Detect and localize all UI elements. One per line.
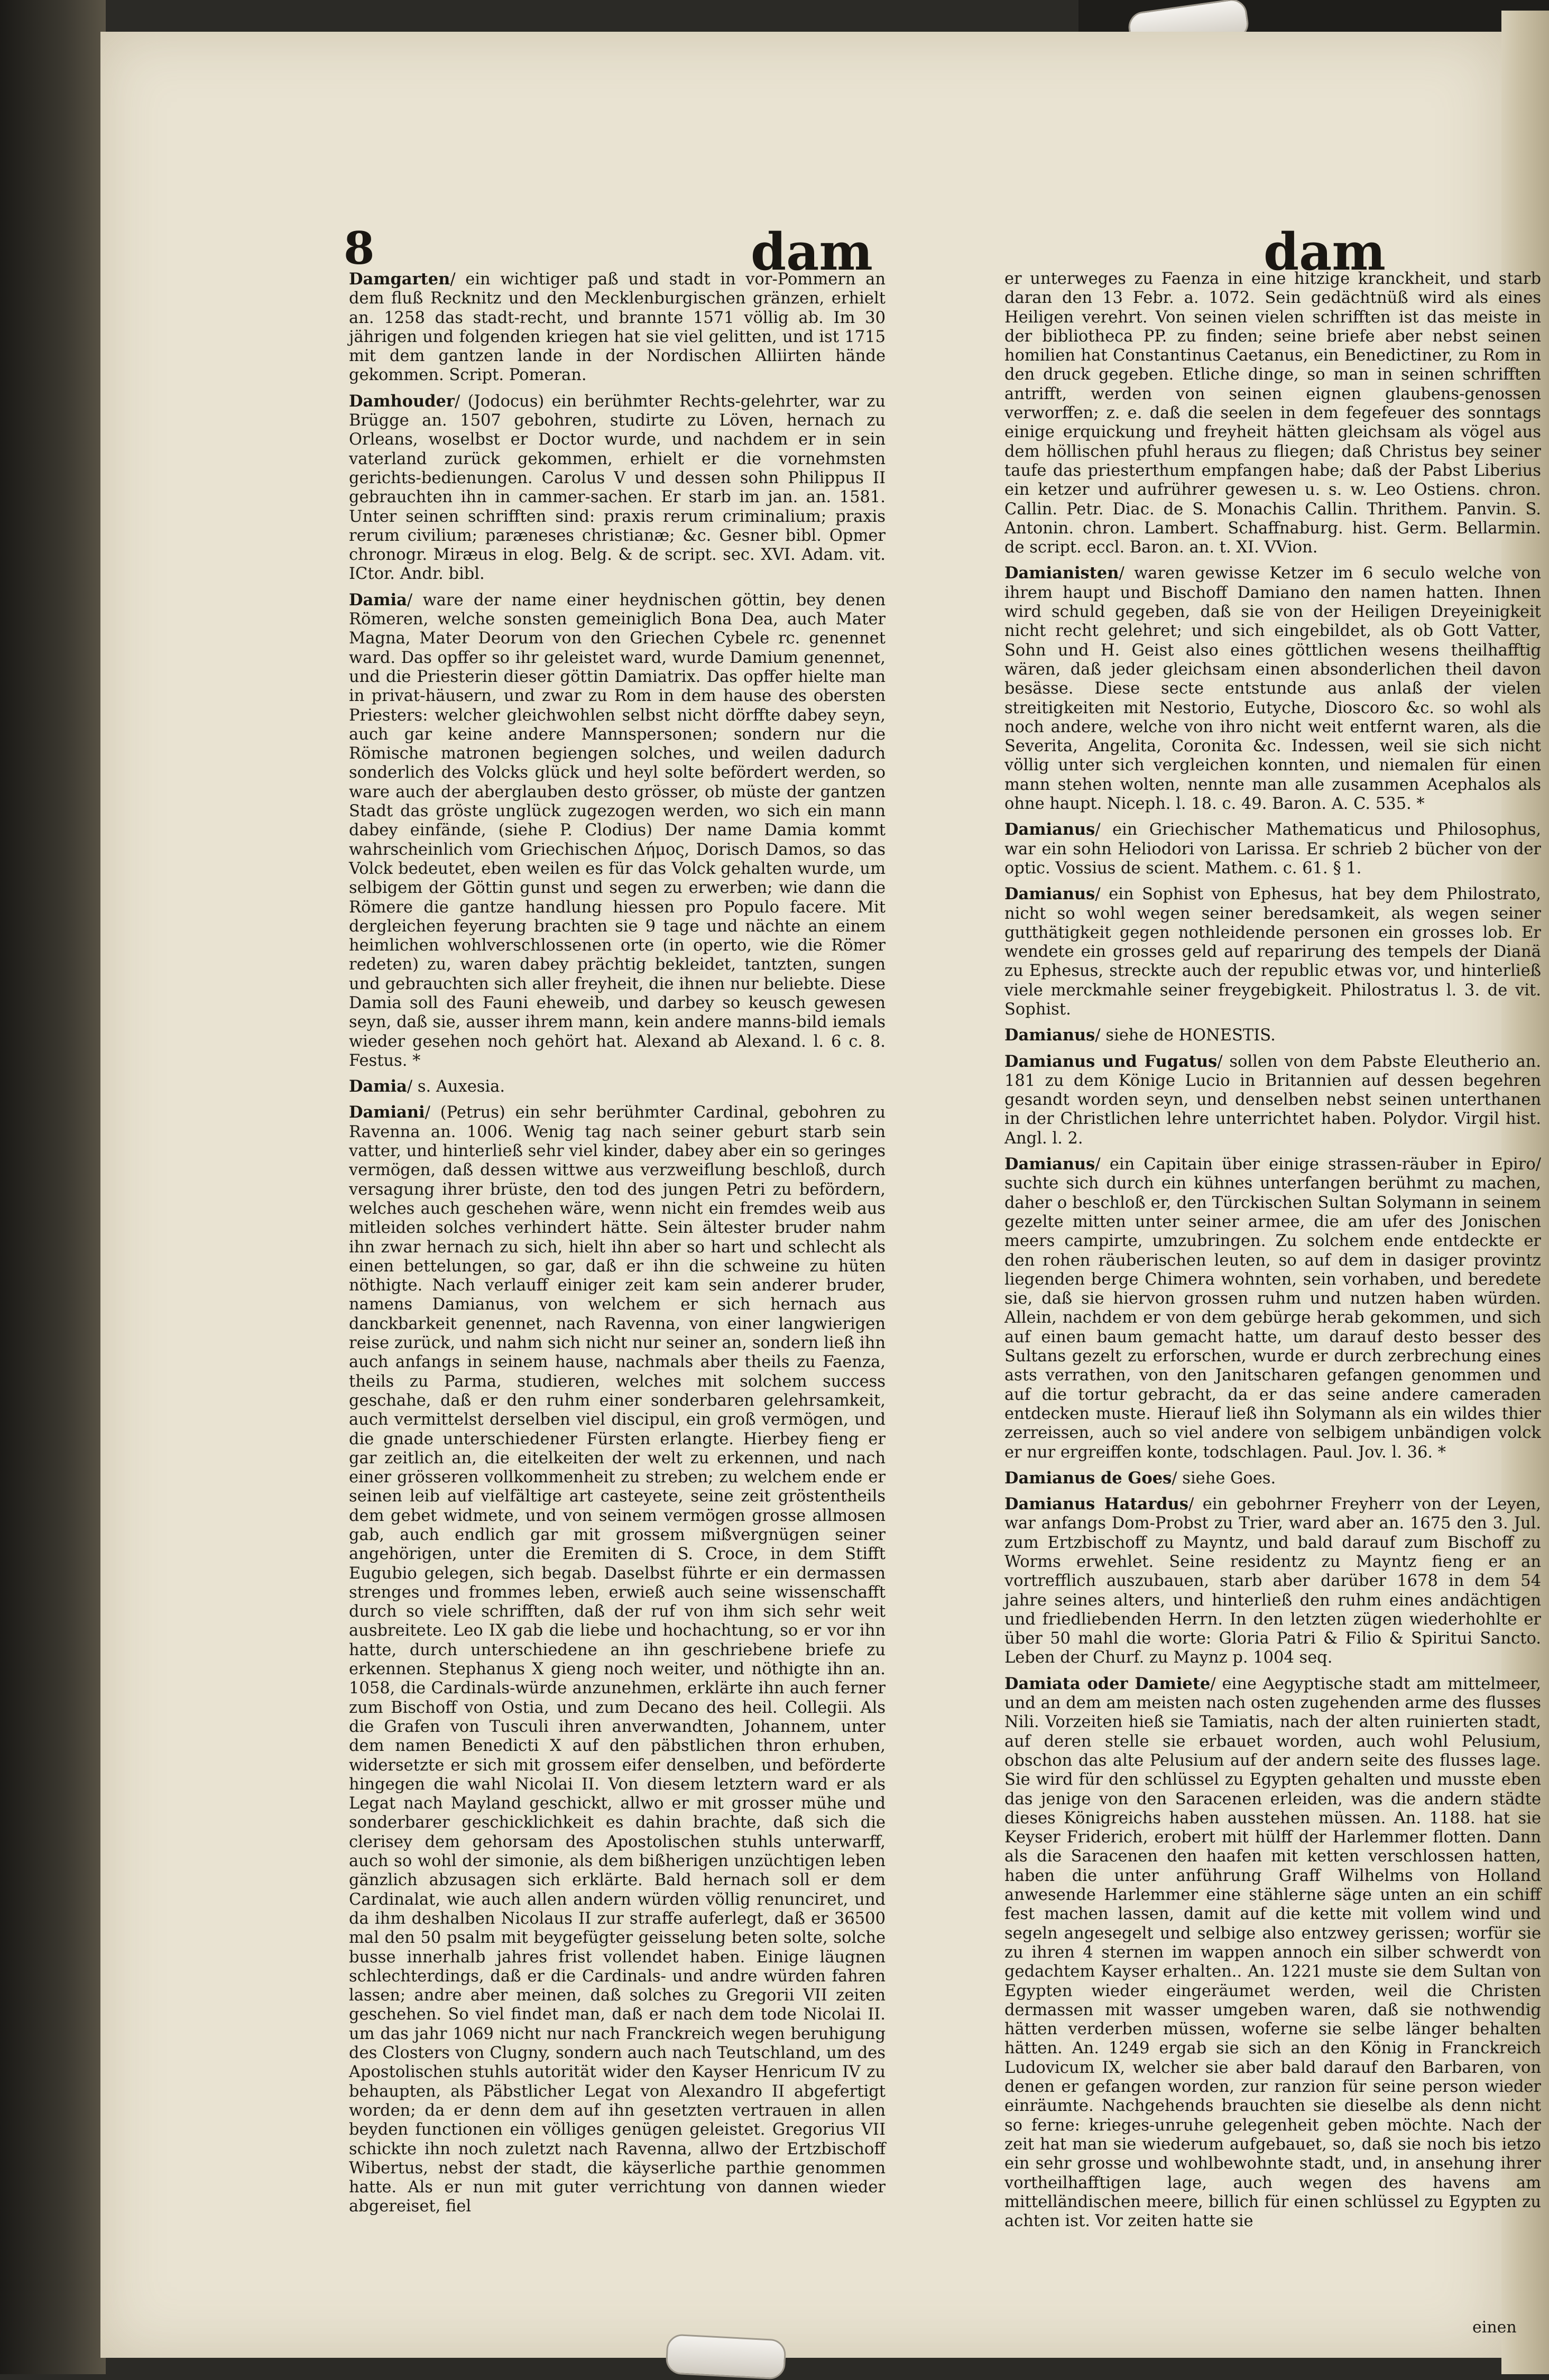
entry-text: / (Petrus) ein sehr berühmter Cardinal, gebohren zu Ravenna an. 1006. Wenig tag nach seiner geburt starb sein vatter, und hinterließ sehr viel kinder, dabey aber ein so geringes vermögen, daß dessen wittwe aus verzweiflung beschloß, durch versagung ihrer brüste, den tod des jungen Petri zu befördern, welches auch geschehen wäre, wenn nicht ein fremdes weib aus mitleiden solches verhindert hätte. Sein ältester bruder nahm ihn zwar hernach zu sich, hielt ihn aber so hart und schlecht als einen bettelungen, so gar, daß er ihn die schweine zu hüten nöthigte. Nach verlauff einiger zeit kam sein anderer bruder, namens Damianus, von welchem er sich hernach aus danckbarkeit genennet, nach Ravenna, von einer langwierigen reise zurück, und nahm sich nicht nur seiner an, sondern ließ ihn auch anfangs in seinem hause, nachmals aber theils zu Faenza, theils zu Parma, studieren, welches mit solchem success geschahe, daß er den ruhm einer sonderbaren gelehrsamkeit, auch vermittelst derselben viel discipul, ein groß vermögen, und die gnade unterschiedener Fürsten erlangte. Hierbey fieng er gar zeitlich an, die eitelkeiten der welt zu erkennen, und nach einer grösseren vollkommenheit zu streben; zu welchem ende er seinen leib auf vielfältige art casteyete, seine zeit gröstentheils dem gebet widmete, und von seinem vermögen grosse allmosen gab, auch endlich gar mit grossem mißvergnügen seiner angehörigen, unter die Eremiten di S. Croce, in dem Stifft Eugubio gelegen, sich begab. Daselbst führte er ein dermassen strenges und frommes leben, erwieß auch seine wissenschafft durch so viele schrifften, daß der ruf von ihm sich sehr weit ausbreitete. Leo IX gab die liebe und hochachtung, so er vor ihn hatte, durch unterschiedene an ihn geschriebene briefe zu erkennen. Stephanus X gieng noch weiter, und nöthigte ihn an. 1058, die Cardinals-würde anzunehmen, erklärte ihn auch ferner zum Bischoff von Ostia, und zum Decano des heil. Collegii. Als die Grafen von Tusculi ihren anverwandten, Johannem, unter dem namen Benedicti X auf den päbstlichen thron erhuben, widersetzte er sich mit grossem eifer denselben, und beförderte hingegen die wahl Nicolai II. Von diesem letztern ward er als Legat nach Mayland geschickt, allwo er mit grosser mühe und sonderbarer geschicklichkeit es dahin brachte, daß sich die clerisey dem gehorsam des Apostolischen stuhls unterwarff, auch so wohl der simonie, als dem bißherigen unzüchtigen leben gänzlich abzusagen sich erklärte. Bald hernach soll er dem Cardinalat, wie auch allen andern würden völlig renunciret, und da ihm deshalben Nicolaus II zur straffe auferlegt, daß er 36500 mal den 50 psalm mit beygefügter geisselung beten solte, solche busse innerhalb jahres frist vollendet haben. Einige läugnen schlechterdings, daß er die Cardinals- und andre würden fahren lassen; andre aber meinen, daß solches zu Gregorii VII zeiten geschehen. So viel findet man, daß er nach dem tode Nicolai II. um das jahr 1069 nicht nur nach Franckreich wegen beruhigung des Closters von Clugny, sondern auch nach Teutschland, um des Apostolischen stuhls autorität wider den Kayser Henricum IV zu behaupten, als Päbstlicher Legat von Alexandro II abgefertigt worden; da er denn dem auf ihn gesetzten vertrauen in allen beyden functionen ein völliges genügen geleistet. Gregorius VII schickte ihn noch zuletzt nach Ravenna, allwo der Ertzbischoff Wibertus, nebst der stadt, die käyserliche parthie genommen hatte. Als er nun mit guter verrichtung von dannen wieder abgereiset, fiel [349,1103,886,2216]
dictionary-entry [1004,1155,1541,1462]
dictionary-entry [349,270,886,385]
entry-text: / siehe de HONESTIS. [1095,1026,1276,1045]
entry-headword: Damianus [1004,884,1095,904]
entry-text: / ein Sophist von Ephesus, hat bey dem Philostrato, nicht so wohl wegen seiner beredsamkeit, als wegen seiner gutthätigkeit gegen nothleidende personen ein grosses lob. Er wendete ein grosses geld auf reparirung des tempels der Dianä zu Ephesus, streckte auch der republic etwas vor, und hinterließ viele merckmahle seiner freygebigkeit. Philostratus l. 3. de vit. Sophist. [1004,885,1541,1019]
entry-headword: Damianus [1004,1155,1095,1174]
dictionary-entry [1004,1495,1541,1668]
entry-text: er unterweges zu Faenza in eine hitzige kranckheit, und starb daran den 13 Febr. a. 1072. Sein gedächtnüß wird als eines Heiligen verehrt. Von seinen vielen schrifften ist das meiste in der bibliotheca PP. zu finden; seine briefe aber nebst seinen homilien hat Constantinus Caetanus, ein Benedictiner, zu Rom in den druck gegeben. Etliche dinge, so man in seinen schrifften antrifft, werden von seinen eignen glaubens-genossen verworffen; z. e. daß die seelen in dem fegefeuer des sonntags einige erquickung und freyheit hätten gleichsam als vögel aus dem höllischen pfuhl heraus zu fliegen; daß Christus bey seiner taufe das priesterthum empfangen habe; daß der Pabst Liberius ein ketzer und aufrührer gewesen u. s. w. Leo Ostiens. chron. Callin. Petr. Diac. de S. Monachis Callin. Thrithem. Panvin. S. Antonin. chron. Lambert. Schaffnaburg. hist. Germ. Bellarmin. de script. eccl. Baron. an. t. XI. VVion. [1004,270,1541,557]
entry-headword: Damianus [1004,820,1095,840]
entry-headword: Damhouder [349,391,455,411]
entry-headword: Damiani [349,1103,425,1122]
dictionary-entry [349,392,886,584]
dictionary-entry [1004,1052,1541,1148]
catchword: einen [1472,2318,1517,2337]
scan-background-left [0,0,106,2374]
entry-headword: Damiata oder Damiete [1004,1674,1211,1693]
entry-headword: Damgarten [349,270,450,289]
left-column [349,270,886,2223]
dictionary-entry [1004,1026,1541,1045]
entry-text: / ein gebohrner Freyherr von der Leyen, war anfangs Dom-Probst zu Trier, ward aber an. 1675 den 3. Jul. zum Ertzbischoff zu Mayntz, und bald darauf zum Bischoff zu Worms erwehlet. Seine residentz zu Mayntz fieng er an vortrefflich auszubauen, starb aber darüber 1678 in dem 54 jahre seines alters, und hinterließ den ruhm eines andächtigen und friedliebenden Herrn. In den letzten zügen wiederhohlte er über 50 mahl die worte: Gloria Patri & Filio & Spiritui Sancto. Leben der Churf. zu Maynz p. 1004 seq. [1004,1495,1541,1667]
entry-text: / sollen von dem Pabste Eleutherio an. 181 zu dem Könige Lucio in Britannien auf dessen begehren gesandt worden seyn, und denselben nebst seinen unterthanen in der Christlichen lehre unterrichtet haben. Polydor. Virgil hist. Angl. l. 2. [1004,1052,1541,1148]
paper-clip-bottom [665,2333,787,2380]
page-number: 8 [344,222,375,274]
entry-headword: Damia [349,590,407,610]
dictionary-entry [349,1103,886,2216]
entry-headword: Damianus [1004,1026,1095,1045]
entry-headword: Damia [349,1077,407,1096]
entry-text: / s. Auxesia. [407,1077,505,1096]
running-head-left: dam [751,222,873,282]
right-column [1004,270,1541,2237]
entry-text: / eine Aegyptische stadt am mittelmeer, und an dem am meisten nach osten zugehenden arme des flusses Nili. Vorzeiten hieß sie Tamiatis, nach der alten ruinierten stadt, auf deren stelle sie erbauet worden, auch wohl Pelusium, obschon das alte Pelusium auf der andern seite des flusses lage. Sie wird für den schlüssel zu Egypten gehalten und musste eben das jenige von den Saracenen erleiden, was die andern städte dieses Königreichs haben ausstehen müssen. An. 1188. hat sie Keyser Friderich, erobert mit hülff der Harlemmer flotten. Dann als die Saracenen den haafen mit ketten verschlossen hatten, haben die unter anführung Graff Wilhelms von Holland anwesende Harlemmer eine stählerne säge unten an ein schiff fest machen lassen, damit auf die kette mit vollem wind und segeln angesegelt und selbige also entzwey gerissen; worfür sie zu ihren 4 sternen im wappen annoch ein silber schwerdt von gedachtem Kayser erhalten.. An. 1221 muste sie dem Sultan von Egypten wieder eingeräumet werden, weil die Christen dermassen mit wasser umgeben waren, daß sie nothwendig hätten verderben müssen, woferne sie selbe länger behalten hätten. An. 1249 ergab sie sich an den König in Franckreich Ludovicum IX, welcher sie aber bald darauf den Barbaren, von denen er gefangen worden, zur ranzion für seine person wieder einräumte. Nachgehends brauchten sie dieselbe als denn nicht so ferne: krieges-unruhe gelegenheit geben möchte. Nach der zeit hat man sie wiederum aufgebauet, so, daß sie noch bis ietzo ein sehr grosse und wohlbewohnte stadt, und, in ansehung ihrer vortheilhafftigen lage, auch wegen des havens am mittelländischen meere, billich für einen schlüssel zu Egypten zu achten ist. Vor zeiten hatte sie [1004,1674,1541,2231]
entry-text: / ein Capitain über einige strassen-räuber in Epiro/ suchte sich durch ein kühnes unterfangen berühmt zu machen, daher o beschloß er, den Türckischen Sultan Solymann in seinem gezelte mitten unter seiner armee, die am ufer des Jonischen meers campirte, umzubringen. Zu solchem ende entdeckte er den rohen räuberischen leuten, so auf dem in dasiger provintz liegenden berge Chimera wohnten, sein vorhaben, und beredete sie, daß sie hiervon grossen ruhm und nutzen haben würden. Allein, nachdem er von dem gebürge herab gekommen, und sich auf einen baum gemacht hatte, um darauf desto besser des Sultans gezelt zu erforschen, wurde er durch zerbrechung eines asts verrathen, von den Janitscharen gefangen genommen und auf die tortur gebracht, da er das seine andere cameraden entdecken muste. Hierauf ließ ihn Solymann als ein wildes thier zerreissen, auch so viel andere von selbigem unbändigen volck er nur ergreiffen konte, todschlagen. Paul. Jov. l. 36. * [1004,1155,1541,1462]
dictionary-entry [349,1077,886,1096]
entry-text: / ware der name einer heydnischen göttin, bey denen Römeren, welche sonsten gemeiniglich Bona Dea, auch Mater Magna, Mater Deorum von den Griechen Cybele rc. genennet ward. Das opffer so ihr geleistet ward, wurde Damium genennet, und die Priesterin dieser göttin Damiatrix. Das opffer hielte man in privat-häusern, und zwar zu Rom in dem hause des obersten Priesters: welcher gleichwohlen selbst nicht dörffte dabey seyn, auch gar keine andere Mannspersonen; sondern nur die Römische matronen begiengen solches, und weilen dadurch sonderlich des Volcks glück und heyl solte befördert werden, so ware auch der aberglauben desto grösser, ob müste der gantzen Stadt das gröste unglück zugezogen werden, wo sich ein mann dabey einfände, (siehe P. Clodius) Der name Damia kommt wahrscheinlich vom Griechischen Δήμος, Dorisch Damos, so das Volck bedeutet, eben weilen es für das Volck gehalten wurde, um selbigem der Göttin gunst und segen zu erwerben; wie dann die Römere die gantze handlung hiessen pro Populo facere. Mit dergleichen feyerung brachten sie 9 tage und nächte an einem heimlichen wohlverschlossenen orte (in operto, wie die Römer redeten) zu, waren dabey prächtig bekleidet, tantzten, sungen und gebrauchten sich aller freyheit, die ihnen nur beliebte. Diese Damia soll des Fauni eheweib, und darbey so keusch gewesen seyn, daß sie, ausser ihrem mann, kein andere manns-bild iemals wieder gesehen noch gehört hat. Alexand ab Alexand. l. 6 c. 8. Festus. * [349,591,886,1070]
entry-text: / ein wichtiger paß und stadt in vor-Pommern an dem fluß Recknitz und den Mecklenburgischen gränzen, erhielt an. 1258 das stadt-recht, und brannte 1571 völlig ab. Im 30 jährigen und folgenden kriegen hat sie viel gelitten, und ist 1715 mit dem gantzen lande in der Nordischen Alliirten hände gekommen. Script. Pomeran. [349,270,886,385]
running-head-right: dam [1264,222,1386,282]
entry-text: / (Jodocus) ein berühmter Rechts-gelehrter, war zu Brügge an. 1507 gebohren, studirte zu Löven, hernach zu Orleans, woselbst er Doctor wurde, und nachdem er in sein vaterland zurück gekommen, erhielt er die vornehmsten gerichts-bedienungen. Carolus V und dessen sohn Philippus II gebrauchten ihn in cammer-sachen. Er starb im jan. an. 1581. Unter seinen schrifften sind: praxis rerum criminalium; praxis rerum civilium; paræneses christianæ; &c. Gesner bibl. Opmer chronogr. Miræus in elog. Belg. & de script. sec. XVI. Adam. vit. ICtor. Andr. bibl. [349,392,886,584]
entry-headword: Damianus und Fugatus [1004,1051,1218,1071]
entry-headword: Damianus de Goes [1004,1468,1172,1488]
dictionary-entry [1004,270,1541,557]
book-page [100,32,1541,2358]
dictionary-entry [1004,564,1541,814]
entry-text: / siehe Goes. [1172,1469,1276,1488]
dictionary-entry [1004,820,1541,878]
entry-headword: Damianus Hatardus [1004,1495,1188,1514]
entry-text: / ein Griechischer Mathematicus und Philosophus, war ein sohn Heliodori von Larissa. Er schrieb 2 bücher von der optic. Vossius de scient. Mathem. c. 61. § 1. [1004,820,1541,878]
entry-headword: Damianisten [1004,564,1119,583]
dictionary-entry [1004,884,1541,1019]
dictionary-entry [1004,1469,1541,1488]
dictionary-entry [1004,1674,1541,2231]
dictionary-entry [349,591,886,1071]
entry-text: / waren gewisse Ketzer im 6 seculo welche von ihrem haupt und Bischoff Damiano den namen hatten. Ihnen wird schuld gegeben, daß sie von der Heiligen Dreyeinigkeit nicht recht gelehret; und sich eingebildet, als ob Gott Vatter, Sohn und H. Geist also eines göttlichen wesens theilhafftig wären, daß jeder gleichsam einen absonderlichen theil davon besässe. Diese secte entstunde aus anlaß der vielen streitigkeiten mit Nestorio, Eutyche, Dioscoro &c. so wohl als noch andere, welche von ihro nicht weit entfernt waren, als die Severita, Angelita, Coronita &c. Indessen, weil sie sich nicht völlig unter sich vergleichen konnten, und niemalen für einen mann stehen wolten, nennte man alle zusammen Acephalos als ohne haupt. Niceph. l. 18. c. 49. Baron. A. C. 535. * [1004,564,1541,814]
